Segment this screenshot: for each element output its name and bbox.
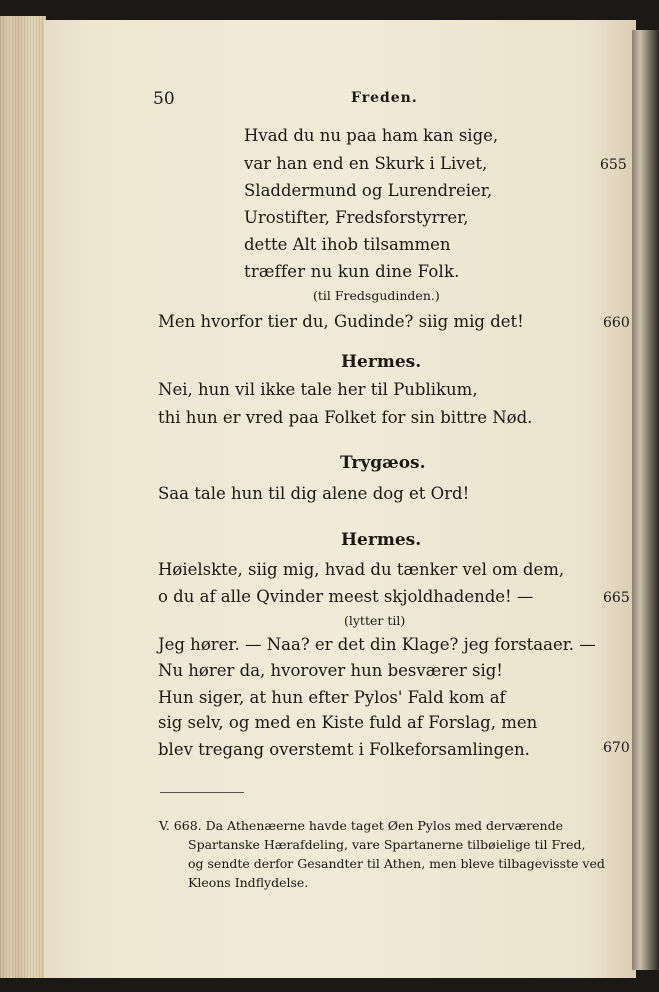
speaker-name: Hermes. [341,352,422,372]
verse-line: træffer nu kun dine Folk. [244,262,460,281]
stage-direction: (til Fredsgudinden.) [313,288,440,303]
footnote-rule [160,792,244,793]
verse-line: Men hvorfor tier du, Gudinde? siig mig det! [158,312,524,331]
verse-line: o du af alle Qvinder meest skjoldhadende! — [158,587,534,606]
book-page-edges [0,16,46,978]
verse-line: Hun siger, at hun efter Pylos' Fald kom af [158,688,506,707]
footnote-line: Kleons Indflydelse. [188,875,309,890]
running-title: Freden. [351,90,418,106]
verse-line: Nu hører da, hvorover hun besværer sig! [158,661,503,680]
footnote-line: V. 668. Da Athenæerne havde taget Øen Pylos med derværende [159,818,564,833]
speaker-name: Hermes. [341,530,422,550]
verse-line: blev tregang overstemt i Folkeforsamlingen. [158,740,530,759]
verse-line: Sladdermund og Lurendreier, [244,181,493,200]
verse-line: Jeg hører. — Naa? er det din Klage? jeg forstaaer. — [158,635,596,654]
verse-line: Saa tale hun til dig alene dog et Ord! [158,484,470,503]
footnote-line: Spartanske Hærafdeling, vare Spartanerne tilbøielige til Fred, [188,837,586,852]
line-number: 670 [603,740,630,756]
stage-direction: (lytter til) [344,613,406,628]
line-number: 660 [603,315,630,331]
line-number: 655 [600,157,627,173]
verse-line: dette Alt ihob tilsammen [244,235,451,254]
book-spine-edge [632,30,659,970]
verse-line: Urostifter, Fredsforstyrrer, [244,208,469,227]
speaker-name: Trygæos. [340,453,426,473]
verse-line: thi hun er vred paa Folket for sin bittre Nød. [158,408,533,427]
verse-line: var han end en Skurk i Livet, [244,154,488,173]
footnote-line: og sendte derfor Gesandter til Athen, men bleve tilbagevisste ved [188,856,605,871]
verse-line: Høielskte, siig mig, hvad du tænker vel om dem, [158,560,565,579]
verse-line: sig selv, og med en Kiste fuld af Forslag, men [158,713,538,732]
verse-line: Hvad du nu paa ham kan sige, [244,126,499,145]
page-number: 50 [153,89,175,109]
line-number: 665 [603,590,630,606]
verse-line: Nei, hun vil ikke tale her til Publikum, [158,380,478,399]
